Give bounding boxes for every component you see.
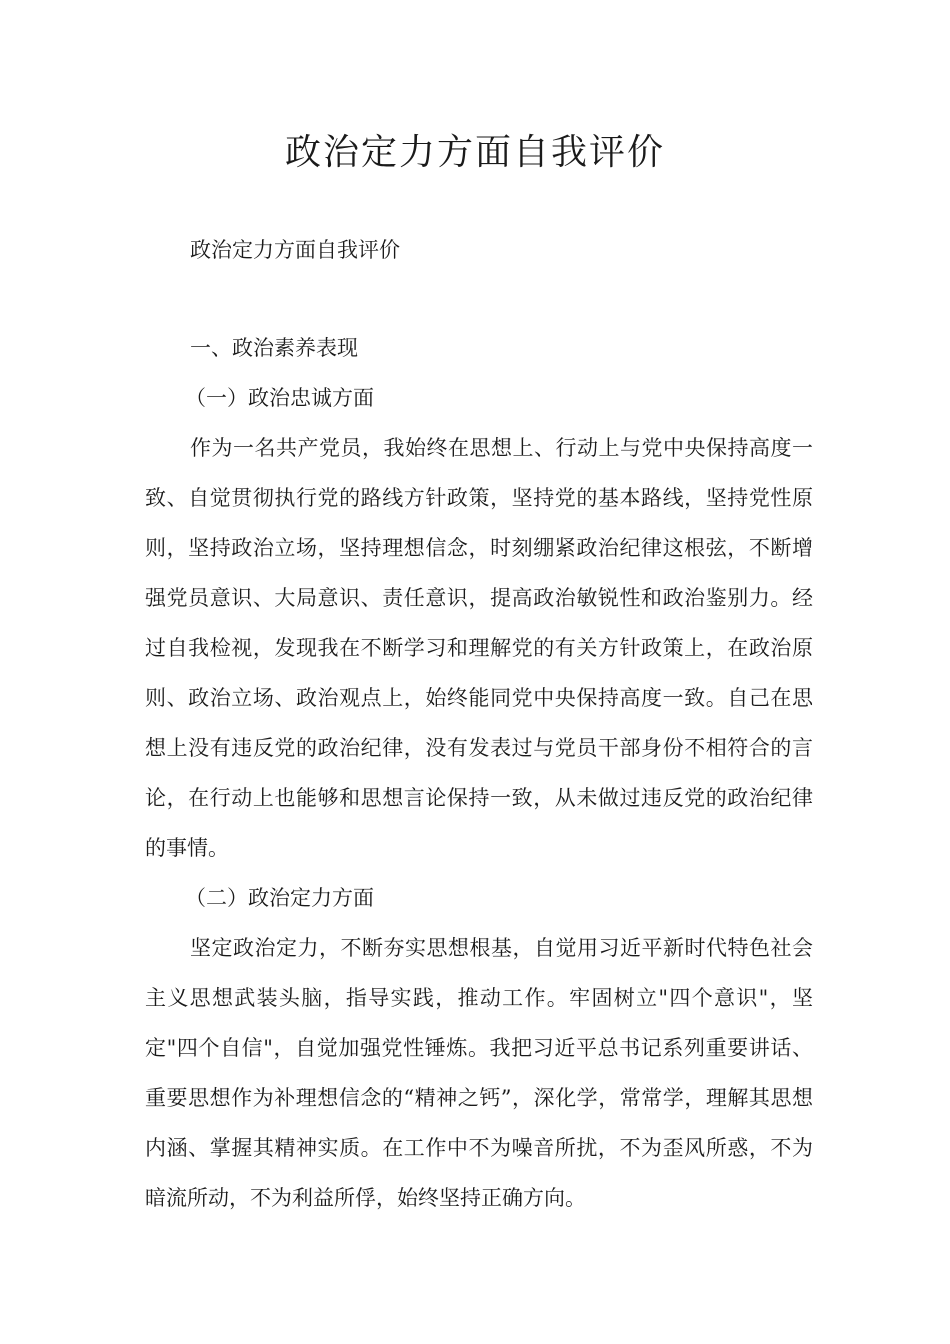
subsection-heading-political-steadfastness: （二）政治定力方面	[185, 886, 374, 910]
paragraph-political-steadfastness: 坚定政治定力，不断夯实思想根基，自觉用习近平新时代特色社会主义思想武装头脑，指导实践，推动工作。牢固树立"四个意识"，坚定"四个自信"，自觉加强党性锤炼。我把习近平总书记系列重要讲话、重要思想作为补理想信念的“精神之钙”，深化学，常常学，理解其思想内涵、掌握其精神实质。在工作中不为噪音所扰，不为歪风所惑，不为暗流所动，不为利益所俘，始终坚持正确方向。	[145, 936, 813, 1210]
document-subtitle: 政治定力方面自我评价	[190, 238, 400, 262]
subsection-heading-political-loyalty: （一）政治忠诚方面	[185, 386, 374, 410]
page-title: 政治定力方面自我评价	[284, 132, 665, 173]
paragraph-political-loyalty: 作为一名共产党员，我始终在思想上、行动上与党中央保持高度一致、自觉贯彻执行党的路线方针政策，坚持党的基本路线，坚持党性原则，坚持政治立场，坚持理想信念，时刻绷紧政治纪律这根弦，不断增强党员意识、大局意识、责任意识，提高政治敏锐性和政治鉴别力。经过自我检视，发现我在不断学习和理解党的有关方针政策上，在政治原则、政治立场、政治观点上，始终能同党中央保持高度一致。自己在思想上没有违反党的政治纪律，没有发表过与党员干部身份不相符合的言论，在行动上也能够和思想言论保持一致，从未做过违反党的政治纪律的事情。	[145, 436, 813, 860]
section-heading-political-quality: 一、政治素养表现	[190, 336, 358, 360]
